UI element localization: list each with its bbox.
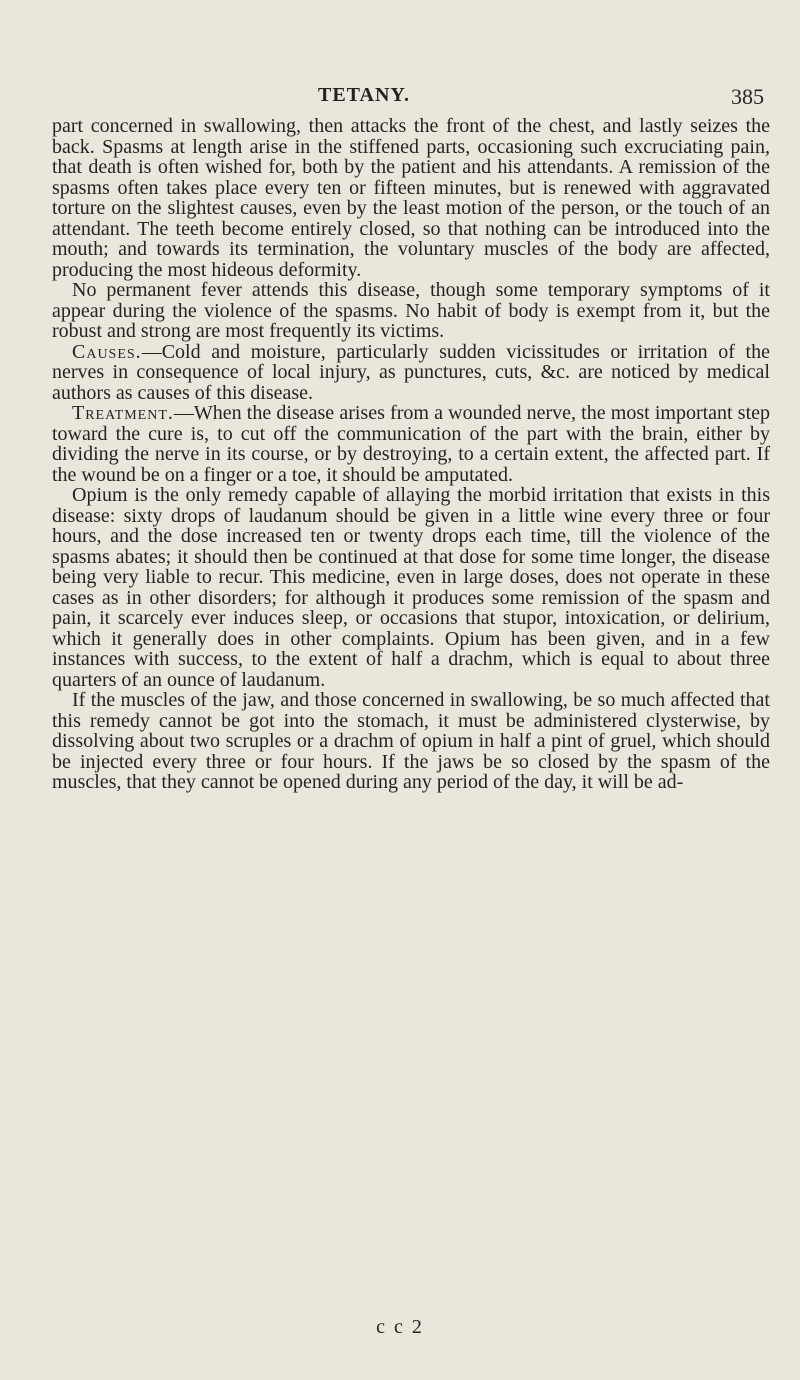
- paragraph-opium: [52, 485, 770, 690]
- paragraph-text: Opium is the only remedy capable of allaying the morbid irritation that exists in this disease: sixty drops of laudanum should be given in a little wine every three or four hours, and the dose increased ten or twenty drops each time, till the violence of the spasms abates; it should then be continued at that dose for some time longer, the disease being very liable to recur. This medicine, even in large doses, does not operate in these cases as in other disorders; for although it produces some remission of the spasm and pain, it scarcely ever induces sleep, or occasions that stupor, intoxication, or delirium, which it generally does in other complaints. Opium has been given, and in a few instances with success, to the extent of half a drachm, which is equal to about three quarters of an ounce of laudanum.: [52, 484, 770, 691]
- paragraph-text: —Cold and moisture, particularly sudden vicissitudes or irritation of the nerves in consequence of local injury, as punctures, cuts, &c. are noticed by medical authors as causes of this disease.: [52, 340, 770, 404]
- signature-mark: c c 2: [376, 1316, 424, 1338]
- paragraph-jaw-muscles: [52, 690, 770, 793]
- body-text: [52, 116, 770, 793]
- paragraph-treatment: [52, 403, 770, 485]
- paragraph-text: —When the disease arises from a wounded nerve, the most important step toward the cure is, to cut off the communication of the part with the brain, either by dividing the nerve in its course, or by destroying, to a certain extent, the affected part. If the wound be on a finger or a toe, it should be amputated.: [52, 402, 770, 486]
- paragraph-text: No permanent fever attends this disease, though some temporary symptoms of it appear during the violence of the spasms. No habit of body is exempt from it, but the robust and strong are most frequently its victims.: [52, 279, 770, 342]
- paragraph-causes: [52, 342, 770, 404]
- section-heading-treatment: Treatment.: [72, 402, 174, 424]
- running-title: TETANY.: [318, 84, 411, 106]
- paragraph-fever: [52, 280, 770, 342]
- page-number: 385: [731, 84, 764, 109]
- section-heading-causes: Causes.: [72, 340, 142, 363]
- paragraph-text: If the muscles of the jaw, and those concerned in swallowing, be so much affected that this remedy cannot be got into the stomach, it must be administered clysterwise, by dissolving about two scruples or a drachm of opium in half a pint of gruel, which should be injected every three or four hours. If the jaws be so closed by the spasm of the muscles, that they cannot be opened during any period of the day, it will be ad-: [52, 689, 770, 793]
- paragraph-text: part concerned in swallowing, then attacks the front of the chest, and lastly seizes the back. Spasms at length arise in the stiffened parts, occasioning such excruciating pain, that death is often wished for, both by the patient and his attendants. A remission of the spasms often takes place every ten or fifteen minutes, but is renewed with aggravated torture on the slightest causes, even by the least motion of the person, or the touch of an attendant. The teeth become entirely closed, so that nothing can be introduced into the mouth; and towards its termination, the voluntary muscles of the body are affected, producing the most hideous deformity.: [52, 115, 770, 281]
- paragraph-symptoms: [52, 116, 770, 280]
- page-header: [0, 84, 800, 114]
